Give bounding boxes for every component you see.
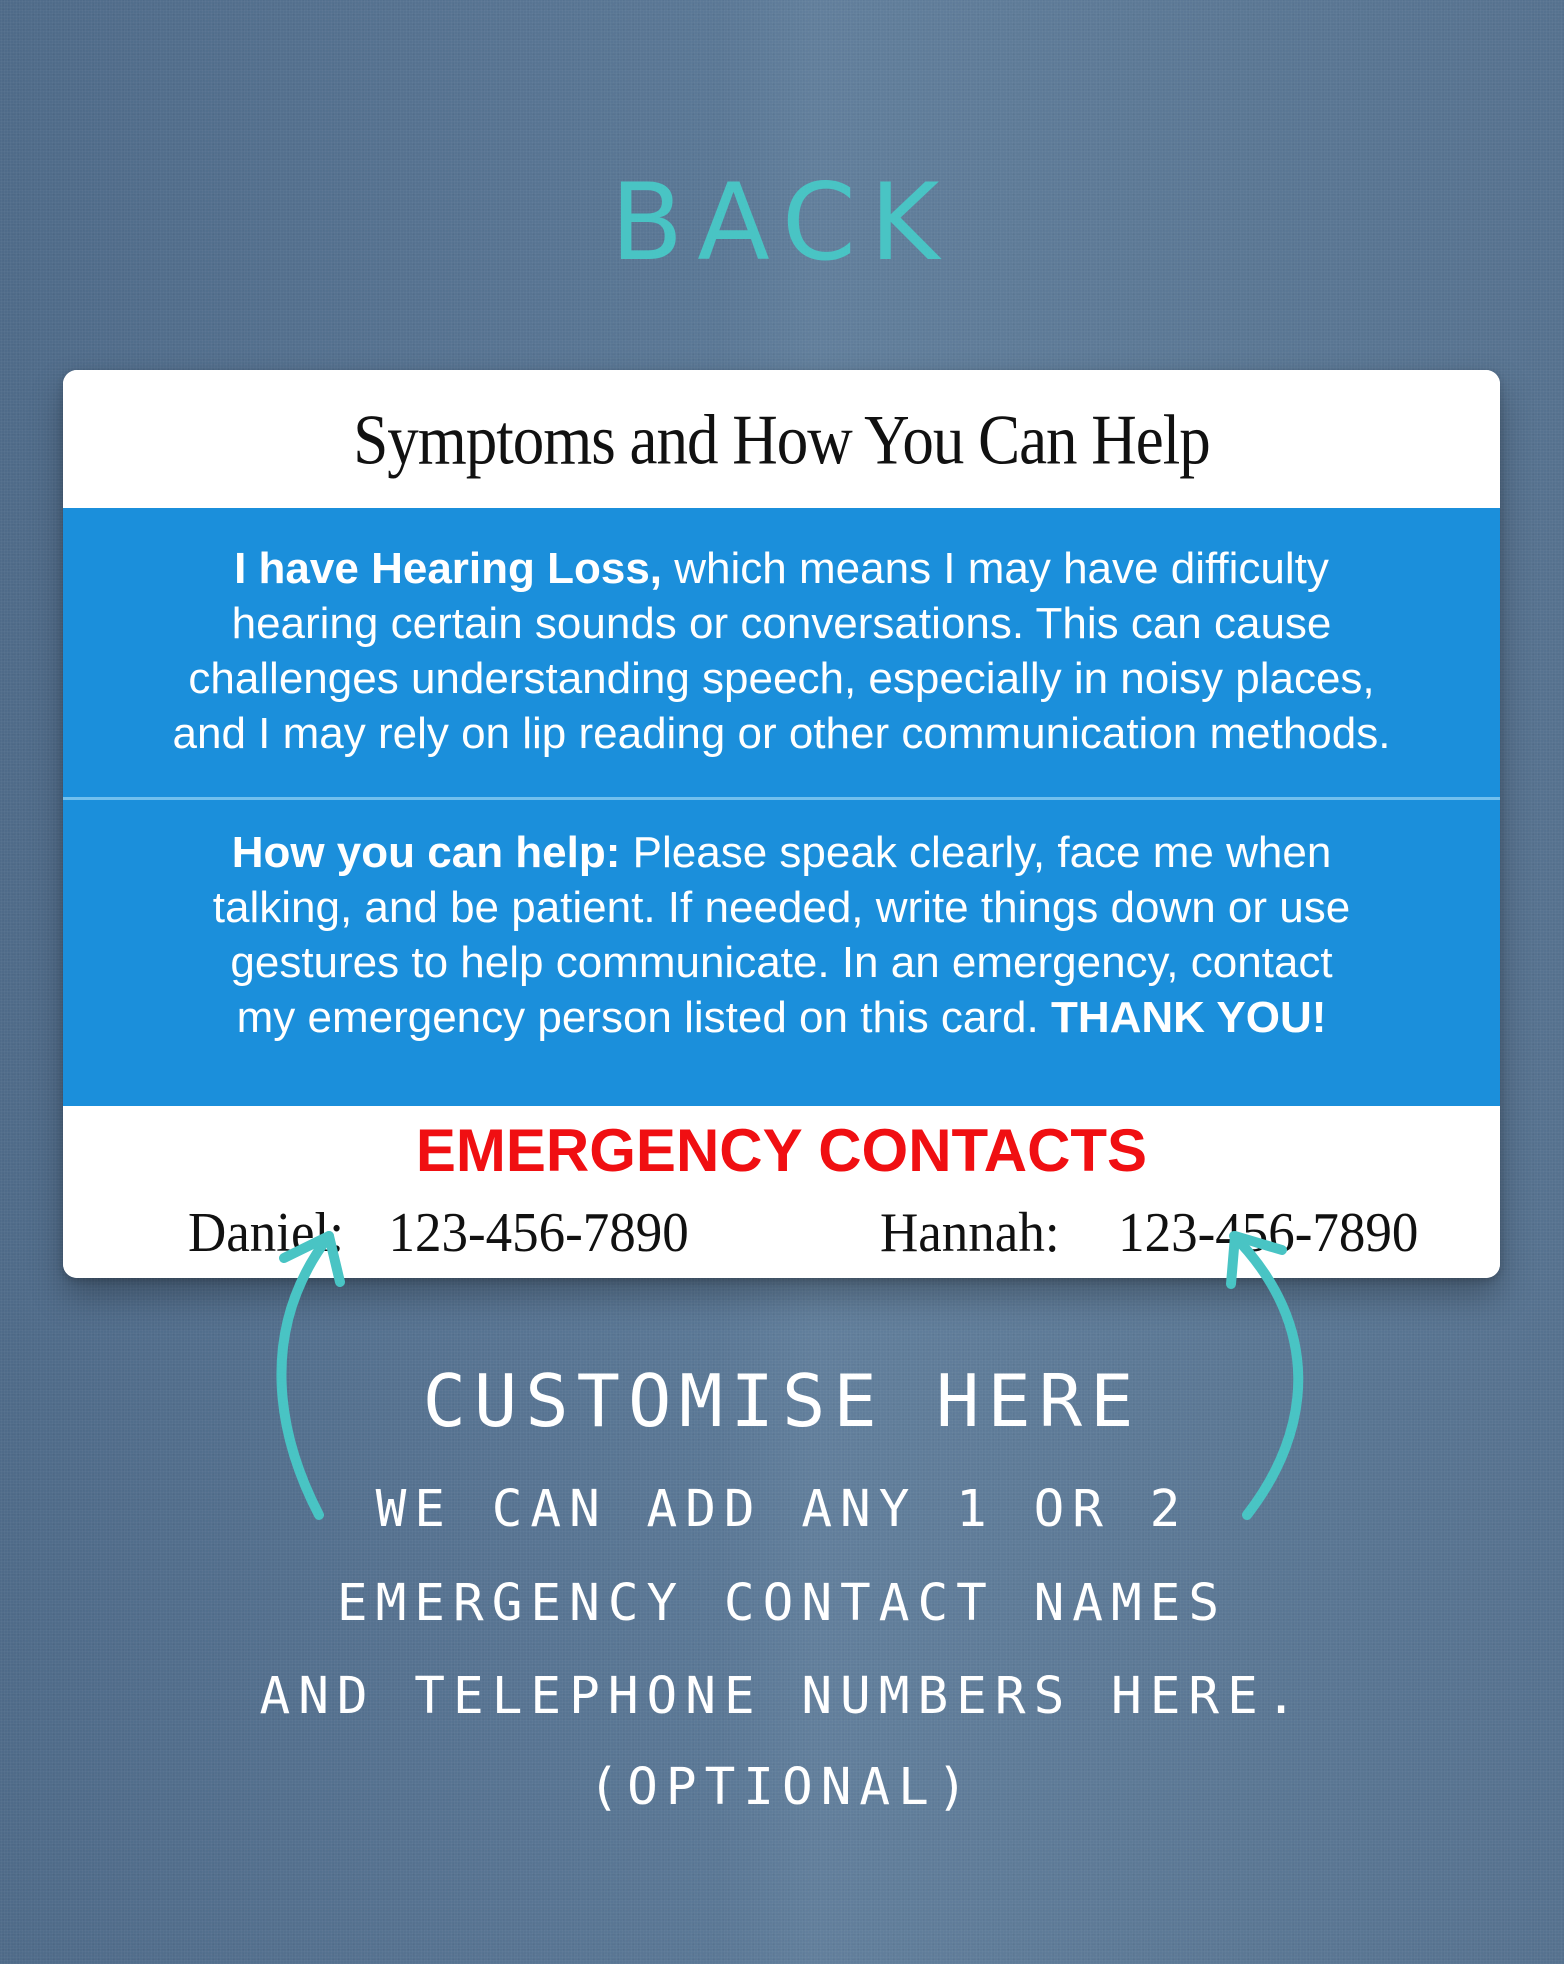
help-text-line-1: Please speak clearly, face me when	[632, 828, 1332, 877]
help-text-line-3: gestures to help communicate. In an emergency, contact	[230, 938, 1333, 987]
hearing-loss-text-line-3: challenges understanding speech, especially in noisy places,	[188, 654, 1375, 703]
customise-title: CUSTOMISE HERE	[422, 1359, 1142, 1443]
back-title: BACK	[610, 161, 954, 284]
emergency-contact-hannah	[880, 1202, 1419, 1264]
customise-note-line-2: EMERGENCY CONTACT NAMES	[336, 1574, 1228, 1633]
hearing-loss-text-line-1: which means I may have difficulty	[674, 544, 1329, 593]
hearing-loss-text-line-2: hearing certain sounds or conversations. This can cause	[231, 599, 1332, 648]
card-title: Symptoms and How You Can Help	[353, 400, 1210, 480]
help-instructions	[117, 825, 1446, 1045]
hearing-loss-lead: I have Hearing Loss,	[234, 544, 663, 593]
contact-phone: 123-456-7890	[1118, 1202, 1419, 1264]
hearing-loss-description	[117, 541, 1446, 761]
hearing-loss-text-line-4: and I may rely on lip reading or other communication methods.	[172, 709, 1391, 758]
contact-phone: 123-456-7890	[388, 1202, 689, 1264]
contact-name: Hannah:	[880, 1202, 1060, 1264]
emergency-contact-daniel	[188, 1202, 689, 1264]
card-header	[63, 370, 1500, 508]
help-text-line-4: my emergency person listed on this card.	[236, 993, 1039, 1042]
customise-note-line-4: (OPTIONAL)	[588, 1758, 976, 1817]
help-text-line-2: talking, and be patient. If needed, write things down or use	[212, 883, 1351, 932]
emergency-contacts-title: EMERGENCY CONTACTS	[415, 1117, 1148, 1184]
customise-note-line-3: AND TELEPHONE NUMBERS HERE.	[259, 1667, 1305, 1726]
symptoms-help-panel	[63, 508, 1500, 1106]
thank-you-text: THANK YOU!	[1050, 993, 1327, 1042]
medical-alert-card	[63, 370, 1500, 1278]
help-lead: How you can help:	[231, 828, 621, 877]
customise-note-line-1: WE CAN ADD ANY 1 OR 2	[375, 1480, 1189, 1539]
content-divider	[63, 797, 1500, 800]
contact-name: Daniel:	[188, 1202, 344, 1264]
